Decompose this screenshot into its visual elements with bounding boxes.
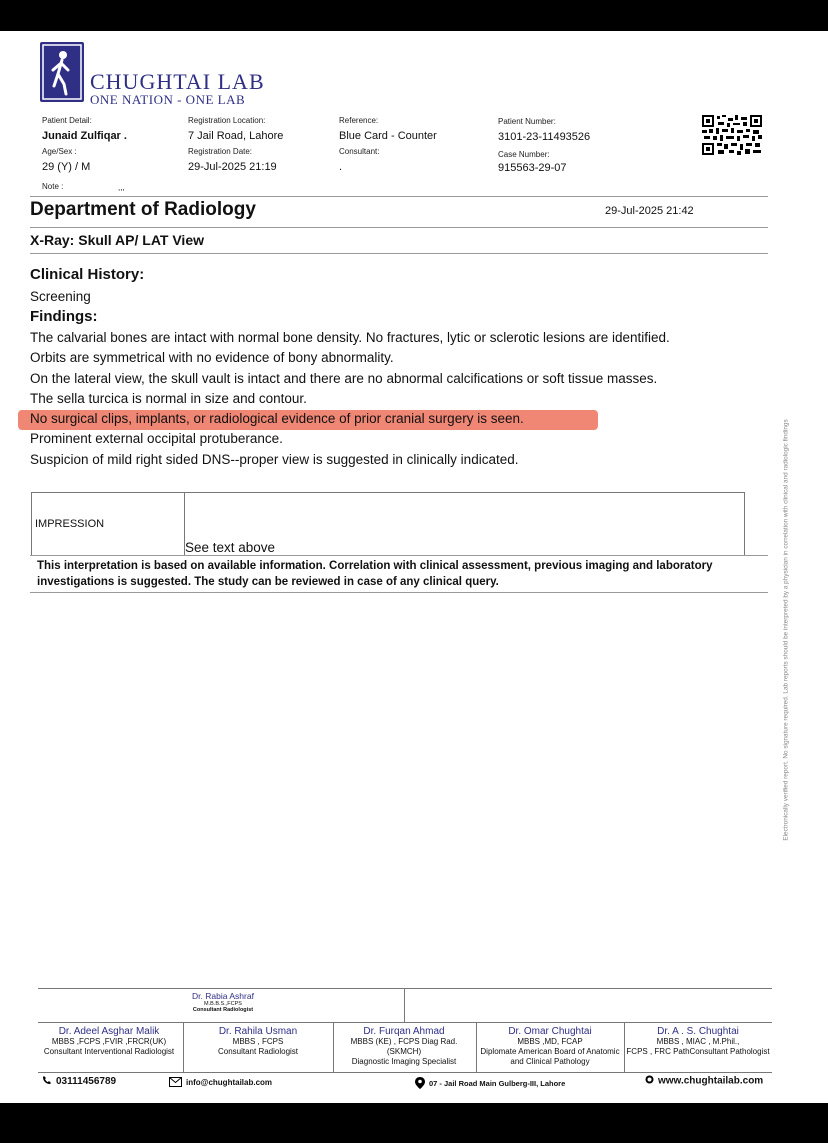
patient-number-label: Patient Number:	[498, 117, 556, 126]
signature-block	[38, 988, 772, 1072]
brand-name: CHUGHTAI LAB	[90, 69, 265, 94]
doctor-card: Dr. Rahila Usman MBBS , FCPS Consultant Radiologist	[217, 1026, 299, 1056]
registration-location: 7 Jail Road, Lahore	[188, 130, 284, 142]
impression-table	[31, 492, 745, 556]
impression-label: IMPRESSION	[35, 518, 105, 530]
findings-list	[30, 328, 670, 470]
email-icon	[169, 1077, 182, 1089]
agesex-value: 29 (Y) / M	[42, 161, 91, 173]
finding-line-highlighted: No surgical clips, implants, or radiological evidence of prior cranial surgery is seen.	[30, 409, 670, 429]
registration-date: 29-Jul-2025 21:19	[188, 161, 277, 173]
qr-code-icon	[702, 115, 762, 155]
consultant-value: .	[339, 161, 343, 173]
finding-line: On the lateral view, the skull vault is intact and there are no abnormal calcifications or soft tissue masses.	[30, 370, 658, 386]
registration-date-label: Registration Date:	[188, 147, 253, 156]
footer-website[interactable]: www.chughtailab.com	[645, 1075, 763, 1087]
header-divider	[30, 196, 768, 197]
findings-heading: Findings:	[30, 308, 98, 325]
department-title: Department of Radiology	[30, 199, 256, 220]
case-number-label: Case Number:	[498, 150, 550, 159]
doctor-card: Dr. Adeel Asghar Malik MBBS ,FCPS ,FVIR ,FRCR(UK) Consultant Interventional Radiologist	[43, 1026, 175, 1056]
brand-tagline: ONE NATION - ONE LAB	[90, 92, 246, 107]
patient-number: 3101-23-11493526	[498, 131, 591, 143]
disclaimer: This interpretation is based on available information. Correlation with clinical assessment, previous imaging and laboratory investigations is suggested. The study can be reviewed in case of any clinical query.	[37, 560, 713, 588]
clinical-history-heading: Clinical History:	[30, 266, 145, 283]
finding-line: Suspicion of mild right sided DNS--proper view is suggested in clinically indicated.	[30, 451, 519, 467]
phone-icon	[42, 1075, 52, 1088]
finding-line: Prominent external occipital protuberance.	[30, 431, 283, 447]
agesex-label: Age/Sex :	[42, 147, 77, 156]
reference-value: Blue Card - Counter	[339, 130, 437, 142]
report-page	[0, 31, 828, 1103]
footer-phone[interactable]: 03111456789	[42, 1075, 116, 1088]
note-label: Note :	[42, 182, 64, 191]
footer-address: 07 - Jail Road Main Gulberg-III, Lahore	[415, 1077, 565, 1091]
globe-icon	[645, 1075, 654, 1087]
exam-divider	[30, 253, 768, 254]
exam-title: X-Ray: Skull AP/ LAT View	[30, 232, 205, 248]
doctor-card: Dr. Omar Chughtai MBBS ,MD, FCAP Diplomate American Board of Anatomic and Clinical Pathology	[480, 1026, 620, 1066]
finding-line: The calvarial bones are intact with normal bone density. No fractures, lytic or sclerotic lesions are identified.	[30, 330, 670, 345]
lab-logo	[40, 42, 280, 106]
footer-email[interactable]: info@chughtailab.com	[169, 1077, 272, 1089]
clinical-history-text: Screening	[30, 289, 91, 304]
case-number: 915563-29-07	[498, 162, 567, 174]
finding-line: The sella turcica is normal in size and contour.	[30, 390, 307, 406]
doctor-card: Dr. A . S. Chughtai MBBS , MIAC , M.Phil., FCPS , FRC PathConsultant Pathologist	[626, 1026, 770, 1056]
reference-label: Reference:	[339, 116, 379, 125]
impression-value: See text above	[185, 540, 276, 555]
registration-location-label: Registration Location:	[188, 116, 266, 125]
consultant-label: Consultant:	[339, 147, 380, 156]
location-pin-icon	[415, 1077, 425, 1091]
signing-doctor: Dr. Rabia Ashraf M.B.B.S.,FCPS Consultant Radiologist	[192, 991, 254, 1013]
patient-name: Junaid Zulfiqar .	[42, 130, 127, 142]
report-date: 29-Jul-2025 21:42	[605, 205, 694, 217]
doctor-card: Dr. Furqan Ahmad MBBS (KE) , FCPS Diag Rad. (SKMCH) Diagnostic Imaging Specialist	[350, 1026, 458, 1066]
note-value: ,,,	[118, 183, 125, 192]
disclaimer-divider	[30, 592, 768, 593]
walking-man-logo-icon	[40, 42, 84, 102]
patient-detail-label: Patient Detail:	[42, 116, 92, 125]
finding-line: Orbits are symmetrical with no evidence of bony abnormality.	[30, 350, 394, 366]
department-divider	[30, 227, 768, 228]
side-verification-note: Electronically verified report. No signature required. Lab reports should be interpreted by a physician in correlation with clinical and radiologic findings	[782, 419, 790, 841]
